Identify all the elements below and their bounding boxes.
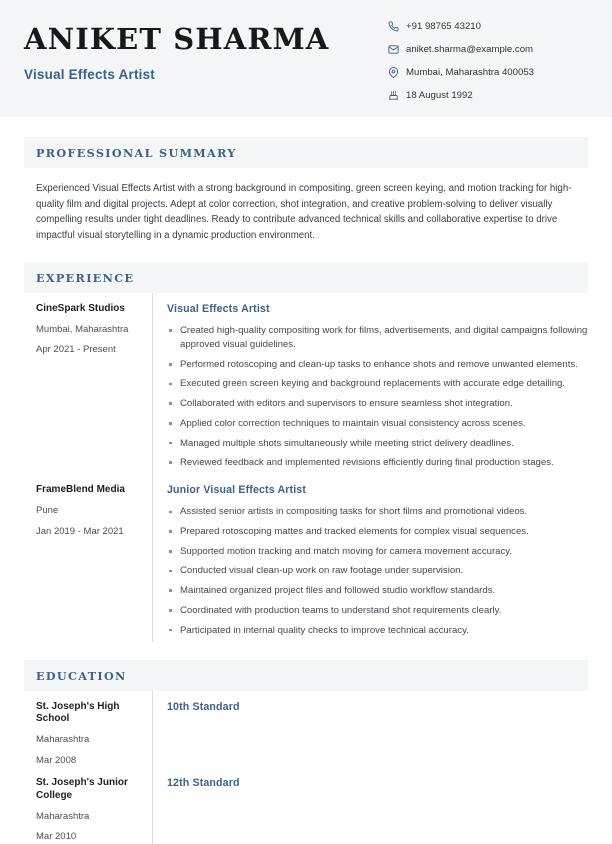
contact-birthdate[interactable] bbox=[388, 90, 588, 101]
education-entry-detail bbox=[152, 767, 588, 844]
role-title: Junior Visual Effects Artist bbox=[167, 484, 307, 497]
resume-header bbox=[0, 0, 612, 117]
list-item: Supported motion tracking and match moving for camera movement accuracy. bbox=[167, 545, 588, 559]
company-location: Mumbai, Maharashtra bbox=[36, 323, 129, 335]
contact-list bbox=[388, 18, 588, 101]
contact-birthdate-text: 18 August 1992 bbox=[406, 89, 473, 101]
school-location: Maharashtra bbox=[36, 810, 90, 822]
degree-title: 12th Standard bbox=[167, 777, 240, 790]
section-title-summary: PROFESSIONAL SUMMARY bbox=[36, 146, 237, 160]
contact-email[interactable] bbox=[388, 44, 588, 55]
envelope-icon bbox=[388, 44, 399, 55]
section-title-education: EDUCATION bbox=[36, 668, 127, 683]
list-item: Reviewed feedback and implemented revisions efficiently during final production stages. bbox=[167, 456, 588, 470]
section-header-experience bbox=[24, 262, 588, 293]
header-identity bbox=[24, 18, 329, 82]
experience-entry-detail bbox=[152, 474, 588, 641]
company-name: FrameBlend Media bbox=[36, 484, 125, 496]
page-title: ANIKET SHARMA bbox=[24, 22, 330, 56]
education-entry-meta bbox=[36, 767, 152, 844]
responsibility-list bbox=[167, 505, 588, 637]
experience-entry-detail bbox=[152, 293, 588, 475]
section-header-summary bbox=[24, 137, 588, 168]
responsibility-list bbox=[167, 324, 588, 471]
education-dates: Mar 2010 bbox=[36, 831, 77, 843]
list-item: Managed multiple shots simultaneously while meeting strict delivery deadlines. bbox=[167, 437, 588, 451]
birthday-cake-icon bbox=[388, 90, 399, 101]
role-title: Visual Effects Artist bbox=[167, 302, 270, 315]
degree-title: 10th Standard bbox=[167, 700, 240, 713]
list-item: Created high-quality compositing work for films, advertisements, and digital campaigns following approved visual guidelines. bbox=[167, 324, 588, 352]
contact-phone[interactable] bbox=[388, 21, 588, 32]
experience-entry bbox=[24, 293, 588, 475]
job-headline: Visual Effects Artist bbox=[24, 67, 155, 83]
experience-entry-meta bbox=[36, 293, 152, 475]
phone-icon bbox=[388, 21, 399, 32]
experience-entry-meta bbox=[36, 474, 152, 641]
employment-dates: Apr 2021 - Present bbox=[36, 344, 116, 356]
section-body-summary bbox=[0, 181, 612, 244]
education-entry bbox=[24, 767, 588, 844]
list-item: Assisted senior artists in compositing tasks for short films and promotional videos. bbox=[167, 505, 588, 519]
section-title-experience: EXPERIENCE bbox=[36, 270, 135, 285]
section-body-education bbox=[0, 691, 612, 844]
list-item: Coordinated with production teams to understand shot requirements clearly. bbox=[167, 604, 588, 618]
location-pin-icon bbox=[388, 67, 399, 78]
employment-dates: Jan 2019 - Mar 2021 bbox=[36, 525, 124, 537]
list-item: Prepared rotoscoping mattes and tracked elements for complex visual sequences. bbox=[167, 525, 588, 539]
school-name: St. Joseph's Junior College bbox=[36, 777, 128, 802]
contact-email-text: aniket.sharma@example.com bbox=[406, 43, 534, 55]
school-name: St. Joseph's High School bbox=[36, 700, 120, 725]
contact-location[interactable] bbox=[388, 67, 588, 78]
company-location: Pune bbox=[36, 505, 59, 517]
contact-location-text: Mumbai, Maharashtra 400053 bbox=[406, 66, 534, 78]
education-dates: Mar 2008 bbox=[36, 754, 77, 766]
list-item: Conducted visual clean-up work on raw footage under supervision. bbox=[167, 564, 588, 578]
list-item: Participated in internal quality checks to improve technical accuracy. bbox=[167, 624, 588, 638]
school-location: Maharashtra bbox=[36, 734, 90, 746]
list-item: Performed rotoscoping and clean-up tasks to enhance shots and remove unwanted elements. bbox=[167, 358, 588, 372]
education-entry-detail bbox=[152, 691, 588, 768]
experience-entry bbox=[24, 474, 588, 641]
summary-paragraph: Experienced Visual Effects Artist with a strong background in compositing, green screen keying, and motion tracking for high-quality film and digital projects. Adept at color correction, shot integration, and creative problem-solving to deliver visually compelling results under tight deadlines. Ready to contribute advanced technical skills and collaborative expertise to drive impactful visual storytelling in a dynamic production environment. bbox=[36, 183, 572, 242]
education-entry-meta bbox=[36, 691, 152, 768]
section-body-experience bbox=[0, 293, 612, 642]
list-item: Collaborated with editors and supervisors to ensure seamless shot integration. bbox=[167, 397, 588, 411]
list-item: Maintained organized project files and followed studio workflow standards. bbox=[167, 584, 588, 598]
contact-phone-text: +91 98765 43210 bbox=[406, 20, 481, 32]
list-item: Executed green screen keying and background replacements with accurate edge detailing. bbox=[167, 377, 588, 391]
company-name: CineSpark Studios bbox=[36, 302, 125, 314]
list-item: Applied color correction techniques to maintain visual consistency across scenes. bbox=[167, 417, 588, 431]
education-entry bbox=[24, 691, 588, 768]
section-header-education bbox=[24, 660, 588, 691]
